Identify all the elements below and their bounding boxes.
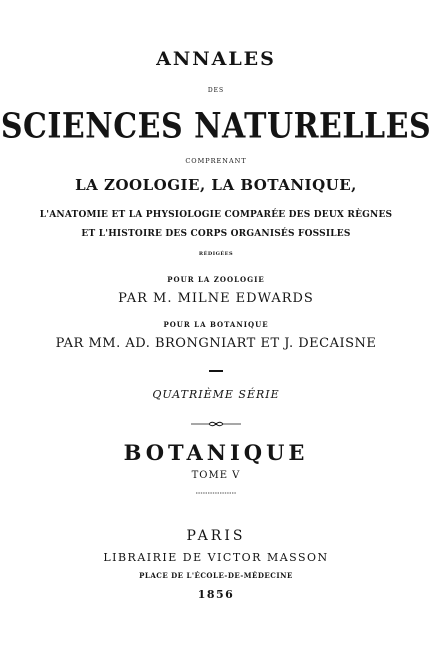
des-text: DES	[207, 87, 225, 94]
tome-text: TOME V	[191, 470, 241, 481]
city-text: PARIS	[186, 528, 246, 544]
pour-zoologie-text: POUR LA ZOOLOGIE	[167, 275, 265, 284]
zoologie-editor: PAR M. MILNE EDWARDS	[118, 291, 314, 306]
ornament-rule-icon	[191, 420, 241, 428]
subjects-line: LA ZOOLOGIE, LA BOTANIQUE,	[75, 176, 357, 194]
histoire-line: ET L'HISTOIRE DES CORPS ORGANISÉS FOSSILES	[81, 229, 351, 239]
botanique-editors: PAR MM. AD. BRONGNIART ET J. DECAISNE	[55, 336, 377, 351]
small-ornament-icon	[196, 490, 236, 496]
section-title: BOTANIQUE	[123, 440, 309, 465]
separator-dash	[209, 370, 223, 372]
address-text: PLACE DE L'ÉCOLE-DE-MÉDECINE	[139, 571, 293, 580]
pour-botanique-text: POUR LA BOTANIQUE	[163, 320, 269, 329]
anatomie-line: L'ANATOMIE ET LA PHYSIOLOGIE COMPARÉE DES DEUX RÈGNES	[39, 210, 393, 220]
year-text: 1856	[197, 588, 235, 601]
annales-heading: ANNALES	[156, 48, 276, 70]
serie-text: QUATRIÈME SÉRIE	[152, 388, 280, 401]
rediges-text: RÉDIGÉES	[198, 251, 234, 257]
publisher-text: LIBRAIRIE DE VICTOR MASSON	[103, 551, 329, 564]
comprenant-text: COMPRENANT	[185, 157, 247, 165]
main-title: SCIENCES NATURELLES	[0, 106, 432, 147]
